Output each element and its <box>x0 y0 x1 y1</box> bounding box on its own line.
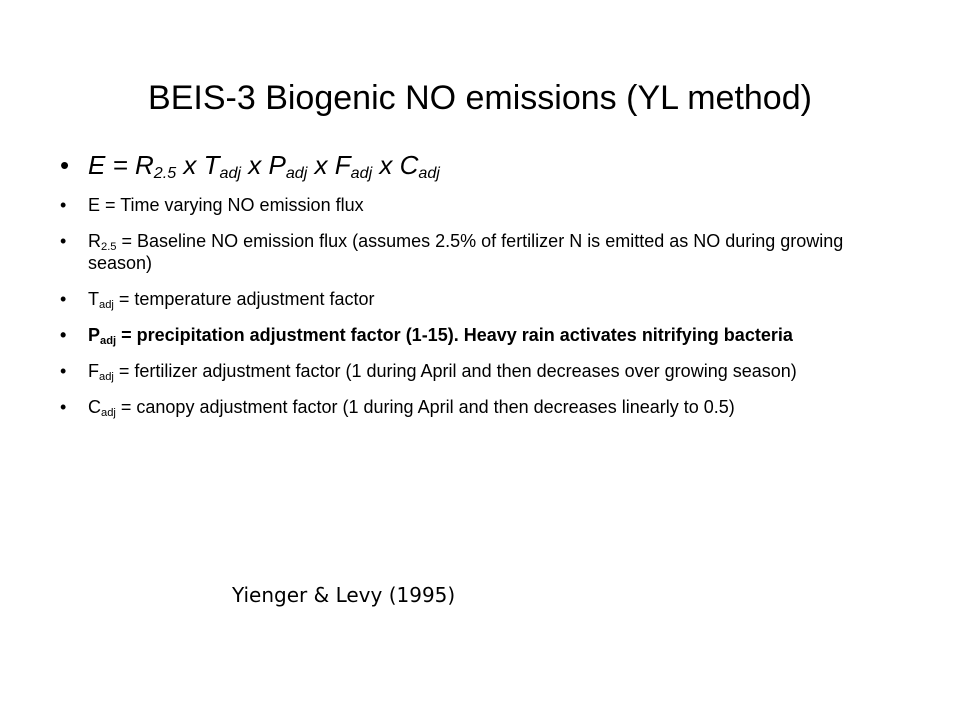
bullet-t-definition <box>60 288 900 310</box>
bullet-c-definition <box>60 396 900 418</box>
eq-times-2: x <box>241 150 269 180</box>
bullet-text: = temperature adjustment factor <box>113 289 375 309</box>
bullet-lead: P <box>88 325 101 345</box>
eq-r: R <box>134 150 154 180</box>
eq-equals: = <box>105 150 135 180</box>
eq-f-sub: adj <box>350 164 373 183</box>
slide-title: BEIS-3 Biogenic NO emissions (YL method) <box>148 79 812 117</box>
eq-r-sub: 2.5 <box>153 164 177 183</box>
bullet-lead: F <box>88 361 99 381</box>
bullet-sub: adj <box>99 370 114 383</box>
eq-c: C <box>399 150 419 180</box>
bullet-dot: • <box>60 325 67 345</box>
eq-times-3: x <box>307 150 335 180</box>
citation: Yienger & Levy (1995) <box>232 583 456 607</box>
bullet-sub: adj <box>99 298 114 311</box>
bullet-f-definition <box>60 360 900 382</box>
bullet-text: = fertilizer adjustment factor (1 during April and then decreases over growing season) <box>113 361 797 381</box>
bullet-e-definition <box>60 194 900 216</box>
eq-e: E <box>88 150 106 180</box>
bullet-dot: • <box>60 231 67 251</box>
bullet-dot: • <box>60 289 67 309</box>
bullet-lead: C <box>88 397 101 417</box>
bullet-sub: 2.5 <box>101 240 117 253</box>
bullet-text: = Baseline NO emission flux (assumes 2.5% of fertilizer N is emitted as NO during growing season) <box>88 231 844 273</box>
bullet-dot: • <box>60 397 67 417</box>
bullet-dot: • <box>60 361 67 381</box>
equation-bullet <box>60 148 900 182</box>
bullet-dot: • <box>60 150 70 180</box>
bullet-text: = precipitation adjustment factor (1-15). Heavy rain activates nitrifying bacteria <box>116 325 793 345</box>
bullet-text: E = Time varying NO emission flux <box>88 195 364 215</box>
bullet-sub: adj <box>100 334 117 347</box>
eq-f: F <box>334 150 351 180</box>
bullet-lead: T <box>88 289 99 309</box>
bullet-dot: • <box>60 195 67 215</box>
equation <box>88 150 440 183</box>
eq-c-sub: adj <box>418 164 440 183</box>
bullet-text: = canopy adjustment factor (1 during April and then decreases linearly to 0.5) <box>115 397 735 417</box>
eq-times-4: x <box>372 150 400 180</box>
bullet-sub: adj <box>101 406 116 419</box>
bullet-p-definition <box>60 324 900 346</box>
bullet-lead: R <box>88 231 101 251</box>
bullet-r-definition <box>60 230 900 274</box>
eq-t: T <box>203 150 220 180</box>
eq-p: P <box>268 150 286 180</box>
eq-p-sub: adj <box>285 164 308 183</box>
eq-times-1: x <box>176 150 204 180</box>
bullet-list <box>60 148 900 432</box>
eq-t-sub: adj <box>219 164 242 183</box>
